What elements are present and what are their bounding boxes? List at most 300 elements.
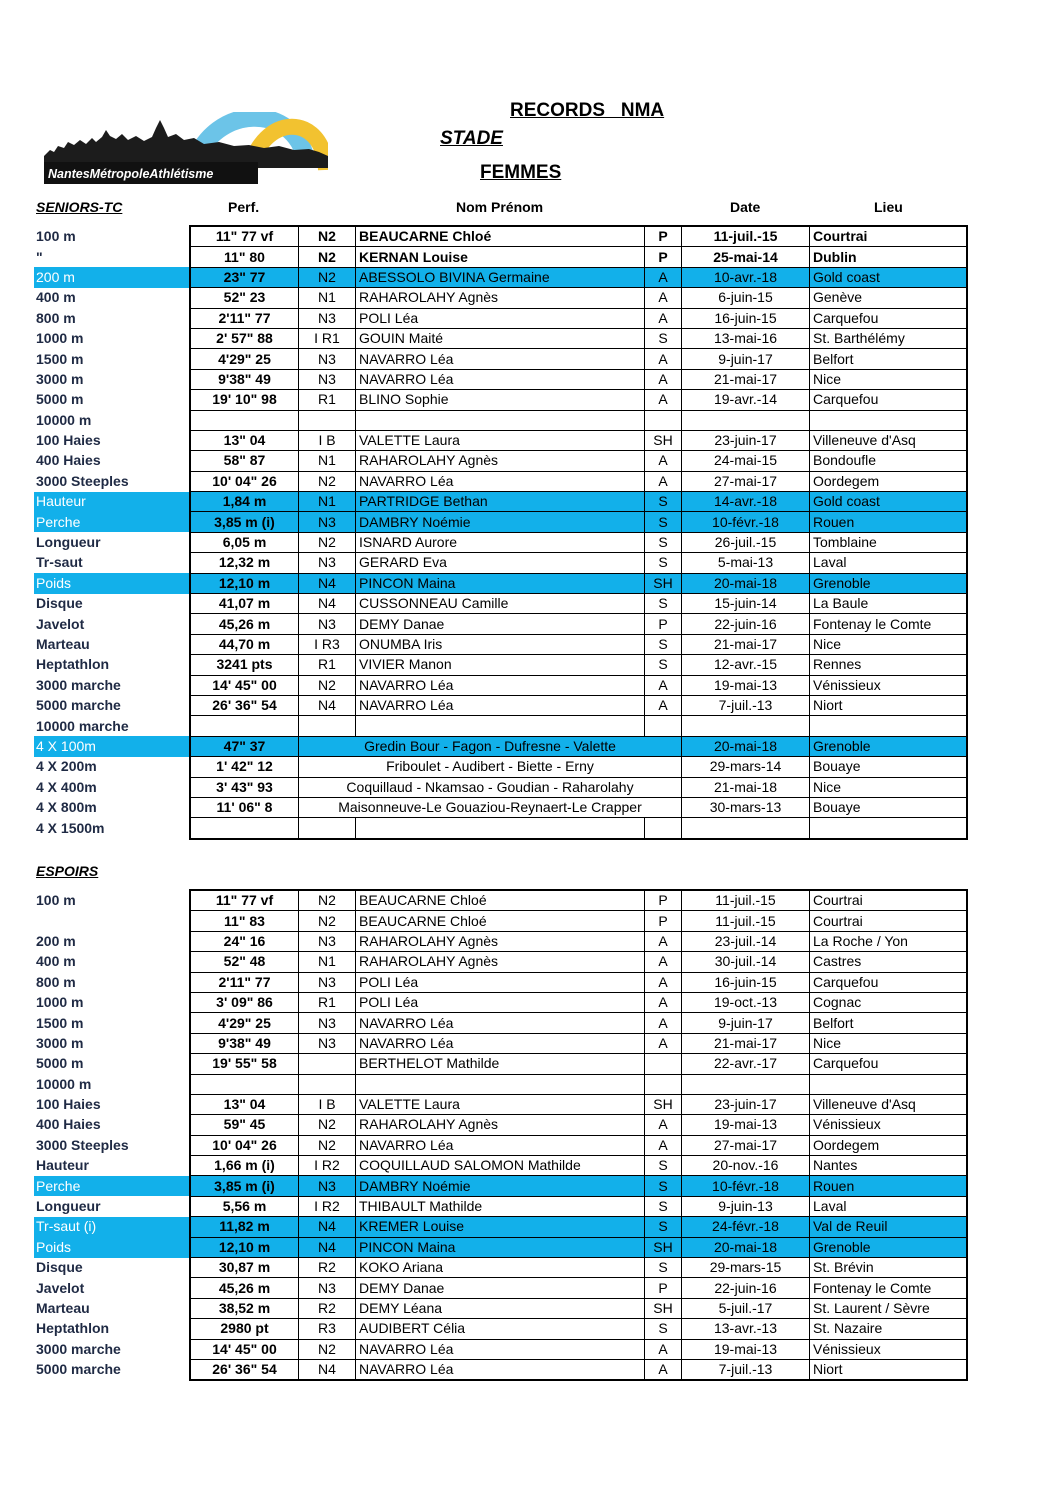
place-cell: St. Nazaire [810,1319,968,1339]
level-cell: R1 [299,390,356,410]
perf-cell: 38,52 m [190,1298,299,1318]
cat-cell: A [645,972,682,992]
relay-team-cell: Gredin Bour - Fagon - Dufresne - Valette [299,736,682,756]
cat-cell: S [645,553,682,573]
table-row [34,573,967,593]
level-cell: N1 [299,492,356,512]
place-cell: Fontenay le Comte [810,614,968,634]
date-cell: 27-mai-17 [682,471,810,491]
cat-cell: P [645,890,682,911]
event-cell: 4 X 800m [36,799,97,816]
cat-cell: S [645,532,682,552]
date-cell: 19-mai-13 [682,1339,810,1359]
name-cell: NAVARRO Léa [356,695,645,715]
perf-cell: 10' 04" 26 [190,1135,299,1155]
cat-cell: A [645,267,682,287]
cat-cell: S [645,492,682,512]
date-cell: 5-juil.-17 [682,1298,810,1318]
event-cell: 10000 m [36,1075,92,1092]
date-cell [682,410,810,430]
cat-cell: A [645,1033,682,1053]
date-cell: 29-mars-15 [682,1258,810,1278]
level-cell: N3 [299,972,356,992]
place-cell: Nantes [810,1156,968,1176]
cat-cell: A [645,471,682,491]
place-cell: La Baule [810,594,968,614]
level-cell: N2 [299,890,356,911]
cat-cell: A [645,1359,682,1380]
name-cell: NAVARRO Léa [356,369,645,389]
perf-cell: 3,85 m (i) [190,1176,299,1196]
cat-cell: A [645,451,682,471]
event-cell: 400 Haies [36,1116,101,1133]
level-cell: N2 [299,1339,356,1359]
event-cell: 10000 m [36,411,92,428]
event-cell: Poids [34,573,190,593]
cat-cell: A [645,308,682,328]
level-cell: N3 [299,1278,356,1298]
table-row [34,736,967,756]
name-cell: KREMER Louise [356,1217,645,1237]
perf-cell: 14' 45" 00 [190,1339,299,1359]
place-cell: Carquefou [810,972,968,992]
event-cell: 4 X 1500m [36,819,105,836]
place-cell: Grenoble [810,736,968,756]
level-cell: I R3 [299,634,356,654]
date-cell: 14-avr.-18 [682,492,810,512]
place-cell: Bondoufle [810,451,968,471]
table-row [34,695,967,715]
table-row [34,532,967,552]
place-cell: Rouen [810,512,968,532]
name-cell: DEMY Danae [356,1278,645,1298]
cat-cell: A [645,992,682,1012]
place-cell: Genève [810,288,968,308]
event-cell: 10000 marche [36,717,129,734]
place-cell: Courtrai [810,890,968,911]
perf-cell: 3' 43" 93 [190,777,299,797]
place-cell [810,1074,968,1094]
cat-cell: SH [645,430,682,450]
level-cell [299,818,356,839]
date-cell: 19-mai-13 [682,675,810,695]
cat-cell [645,1074,682,1094]
date-cell: 10-févr.-18 [682,1176,810,1196]
name-cell: PINCON Maina [356,573,645,593]
table-row [34,594,967,614]
level-cell: R1 [299,992,356,1012]
level-cell: N3 [299,931,356,951]
level-cell [299,410,356,430]
table-row [34,328,967,348]
perf-cell: 11" 80 [190,247,299,267]
level-cell: N2 [299,911,356,931]
name-cell: NAVARRO Léa [356,1033,645,1053]
perf-cell: 41,07 m [190,594,299,614]
table-row [34,410,967,430]
place-cell: Tomblaine [810,532,968,552]
place-cell: Cognac [810,992,968,1012]
event-cell: 4 X 200m [36,758,97,775]
column-header-date: Date [730,199,761,215]
date-cell: 23-juin-17 [682,430,810,450]
level-cell: I R2 [299,1196,356,1216]
place-cell: Gold coast [810,492,968,512]
perf-cell: 2' 57" 88 [190,328,299,348]
date-cell: 19-mai-13 [682,1115,810,1135]
event-cell: 200 m [36,932,76,949]
event-cell: 3000 m [36,370,84,387]
place-cell: Nice [810,1033,968,1053]
table-row [34,1094,967,1114]
table-row [34,1074,967,1094]
event-cell: 100 Haies [36,1096,101,1113]
name-cell: POLI Léa [356,972,645,992]
name-cell: DAMBRY Noémie [356,1176,645,1196]
table-row [34,1339,967,1359]
event-cell: 400 m [36,289,76,306]
date-cell: 6-juin-15 [682,288,810,308]
place-cell: Niort [810,695,968,715]
table-row [34,512,967,532]
table-row [34,777,967,797]
name-cell: DAMBRY Noémie [356,512,645,532]
section-label-seniors: SENIORS-TC [36,199,123,215]
name-cell: PARTRIDGE Bethan [356,492,645,512]
perf-cell: 9'38" 49 [190,1033,299,1053]
cat-cell: S [645,1319,682,1339]
cat-cell: A [645,1013,682,1033]
table-row [34,1258,967,1278]
table-row [34,972,967,992]
level-cell: I R2 [299,1156,356,1176]
cat-cell: SH [645,1298,682,1318]
cat-cell: S [645,1196,682,1216]
table-row [34,1359,967,1380]
perf-cell: 26' 36" 54 [190,1359,299,1380]
table-row [34,267,967,287]
table-row [34,818,967,839]
level-cell [299,1054,356,1074]
date-cell: 23-juil.-14 [682,931,810,951]
perf-cell: 2980 pt [190,1319,299,1339]
date-cell [682,1074,810,1094]
table-row [34,1115,967,1135]
table-row [34,247,967,267]
event-cell: 1500 m [36,350,84,367]
place-cell: Belfort [810,1013,968,1033]
table-row [34,797,967,817]
perf-cell: 24" 16 [190,931,299,951]
place-cell: Courtrai [810,911,968,931]
cat-cell: A [645,931,682,951]
level-cell: N4 [299,1359,356,1380]
perf-cell: 11' 06" 8 [190,797,299,817]
level-cell: N3 [299,1013,356,1033]
perf-cell: 5,56 m [190,1196,299,1216]
date-cell: 20-mai-18 [682,1237,810,1257]
level-cell: N3 [299,553,356,573]
cat-cell: A [645,369,682,389]
table-row [34,1237,967,1257]
event-cell: 4 X 400m [36,778,97,795]
name-cell: NAVARRO Léa [356,1339,645,1359]
table-row [34,890,967,911]
perf-cell: 23" 77 [190,267,299,287]
name-cell: RAHAROLAHY Agnès [356,952,645,972]
perf-cell: 6,05 m [190,532,299,552]
perf-cell: 14' 45" 00 [190,675,299,695]
event-cell: 3000 marche [36,676,121,693]
perf-cell: 19' 55" 58 [190,1054,299,1074]
event-cell: 800 m [36,973,76,990]
level-cell: I B [299,1094,356,1114]
level-cell: N3 [299,1033,356,1053]
name-cell: VALETTE Laura [356,1094,645,1114]
cat-cell: P [645,1278,682,1298]
place-cell: Rouen [810,1176,968,1196]
date-cell: 10-avr.-18 [682,267,810,287]
table-row [34,634,967,654]
cat-cell: A [645,952,682,972]
event-cell: 3000 marche [36,1340,121,1357]
espoirs-records-table [34,889,968,1381]
date-cell: 15-juin-14 [682,594,810,614]
seniors-records-table [34,225,968,840]
event-cell: Disque [36,595,83,612]
event-cell: Heptathlon [36,656,110,673]
date-cell: 16-juin-15 [682,972,810,992]
date-cell: 30-mars-13 [682,797,810,817]
level-cell: N4 [299,1237,356,1257]
place-cell: Nice [810,369,968,389]
perf-cell [190,410,299,430]
cat-cell: SH [645,1237,682,1257]
event-cell: 100 m [36,891,76,908]
date-cell: 9-juin-17 [682,1013,810,1033]
place-cell: Oordegem [810,1135,968,1155]
nma-logo [44,112,328,188]
perf-cell: 13" 04 [190,430,299,450]
relay-team-cell: Maisonneuve-Le Gouaziou-Reynaert-Le Crapper [299,797,682,817]
date-cell: 7-juil.-13 [682,695,810,715]
event-cell: 5000 marche [36,1361,121,1378]
perf-cell: 58" 87 [190,451,299,471]
place-cell: Carquefou [810,308,968,328]
cat-cell: A [645,1339,682,1359]
perf-cell [190,818,299,839]
page-title: RECORDS NMA [510,100,665,121]
table-row [34,1217,967,1237]
perf-cell: 30,87 m [190,1258,299,1278]
cat-cell: A [645,1115,682,1135]
table-row [34,1156,967,1176]
perf-cell: 4'29" 25 [190,1013,299,1033]
cat-cell: S [645,634,682,654]
date-cell: 20-nov.-16 [682,1156,810,1176]
table-row [34,471,967,491]
place-cell: Laval [810,1196,968,1216]
table-row [34,931,967,951]
place-cell [810,818,968,839]
name-cell: RAHAROLAHY Agnès [356,1115,645,1135]
cat-cell: SH [645,1094,682,1114]
perf-cell: 19' 10" 98 [190,390,299,410]
place-cell: Dublin [810,247,968,267]
name-cell: NAVARRO Léa [356,349,645,369]
event-cell: 3000 Steeples [36,1136,129,1153]
cat-cell: A [645,349,682,369]
column-header-lieu: Lieu [874,199,903,215]
table-row [34,1196,967,1216]
perf-cell: 1' 42" 12 [190,757,299,777]
event-cell: " [36,248,43,265]
perf-cell: 12,10 m [190,573,299,593]
name-cell: BERTHELOT Mathilde [356,1054,645,1074]
name-cell: BEAUCARNE Chloé [356,911,645,931]
event-cell: 100 m [36,227,76,244]
perf-cell: 11,82 m [190,1217,299,1237]
table-row [34,553,967,573]
cat-cell [645,818,682,839]
cat-cell: S [645,328,682,348]
place-cell [810,410,968,430]
name-cell: GERARD Eva [356,553,645,573]
date-cell: 19-oct.-13 [682,992,810,1012]
perf-cell: 26' 36" 54 [190,695,299,715]
level-cell: N3 [299,369,356,389]
perf-cell: 11" 77 vf [190,226,299,247]
event-cell: Javelot [36,615,85,632]
place-cell: Belfort [810,349,968,369]
event-cell: 1000 m [36,994,84,1011]
date-cell [682,818,810,839]
date-cell: 9-juin-13 [682,1196,810,1216]
level-cell: N2 [299,675,356,695]
name-cell: COQUILLAUD SALOMON Mathilde [356,1156,645,1176]
event-cell: 5000 m [36,1055,84,1072]
name-cell: RAHAROLAHY Agnès [356,451,645,471]
perf-cell [190,1074,299,1094]
date-cell: 21-mai-17 [682,1033,810,1053]
cat-cell: S [645,655,682,675]
level-cell: I R1 [299,328,356,348]
date-cell: 27-mai-17 [682,1135,810,1155]
table-row [34,430,967,450]
event-cell: Longueur [36,534,101,551]
table-row [34,1278,967,1298]
level-cell: N4 [299,594,356,614]
event-cell: 1500 m [36,1014,84,1031]
perf-cell: 45,26 m [190,1278,299,1298]
date-cell: 13-mai-16 [682,328,810,348]
place-cell: Bouaye [810,757,968,777]
date-cell: 11-juil.-15 [682,226,810,247]
relay-team-cell: Coquillaud - Nkamsao - Goudian - Raharolahy [299,777,682,797]
perf-cell: 9'38" 49 [190,369,299,389]
date-cell: 22-avr.-17 [682,1054,810,1074]
table-row [34,1013,967,1033]
name-cell: KERNAN Louise [356,247,645,267]
name-cell: DEMY Léana [356,1298,645,1318]
name-cell: NAVARRO Léa [356,1135,645,1155]
place-cell: Oordegem [810,471,968,491]
level-cell: N2 [299,1135,356,1155]
name-cell: PINCON Maina [356,1237,645,1257]
cat-cell [645,716,682,736]
date-cell: 13-avr.-13 [682,1319,810,1339]
column-header-perf: Perf. [228,199,260,215]
level-cell: N3 [299,614,356,634]
name-cell: KOKO Ariana [356,1258,645,1278]
name-cell: THIBAULT Mathilde [356,1196,645,1216]
logo-text: NantesMétropoleAthlétisme [48,167,214,181]
level-cell: R2 [299,1258,356,1278]
place-cell: Gold coast [810,267,968,287]
perf-cell: 13" 04 [190,1094,299,1114]
date-cell: 25-mai-14 [682,247,810,267]
place-cell: St. Brévin [810,1258,968,1278]
table-row [34,1319,967,1339]
place-cell: Villeneuve d'Asq [810,430,968,450]
name-cell: DEMY Danae [356,614,645,634]
date-cell: 23-juin-17 [682,1094,810,1114]
event-cell: 5000 m [36,391,84,408]
event-cell: 400 Haies [36,452,101,469]
cat-cell [645,1054,682,1074]
page-subtitle: STADE [440,128,503,149]
date-cell: 29-mars-14 [682,757,810,777]
date-cell: 21-mai-17 [682,369,810,389]
level-cell: N1 [299,288,356,308]
event-cell: Tr-saut (i) [34,1217,190,1237]
level-cell: N2 [299,471,356,491]
date-cell: 21-mai-17 [682,634,810,654]
level-cell: R3 [299,1319,356,1339]
table-row [34,1033,967,1053]
name-cell: NAVARRO Léa [356,471,645,491]
perf-cell: 44,70 m [190,634,299,654]
event-cell: Hauteur [34,492,190,512]
table-row [34,757,967,777]
event-cell: Disque [36,1259,83,1276]
name-cell [356,1074,645,1094]
perf-cell: 11" 77 vf [190,890,299,911]
name-cell: VALETTE Laura [356,430,645,450]
level-cell: R1 [299,655,356,675]
name-cell: POLI Léa [356,308,645,328]
name-cell: ISNARD Aurore [356,532,645,552]
name-cell: NAVARRO Léa [356,675,645,695]
table-row [34,349,967,369]
cat-cell: A [645,675,682,695]
place-cell: Carquefou [810,390,968,410]
cat-cell: A [645,390,682,410]
date-cell: 24-mai-15 [682,451,810,471]
name-cell: VIVIER Manon [356,655,645,675]
table-row [34,614,967,634]
level-cell: N3 [299,308,356,328]
level-cell: N2 [299,532,356,552]
cat-cell: P [645,614,682,634]
table-row [34,226,967,247]
level-cell [299,716,356,736]
place-cell: St. Barthélémy [810,328,968,348]
event-cell: Poids [34,1237,190,1257]
table-row [34,952,967,972]
perf-cell: 3241 pts [190,655,299,675]
table-row [34,1054,967,1074]
